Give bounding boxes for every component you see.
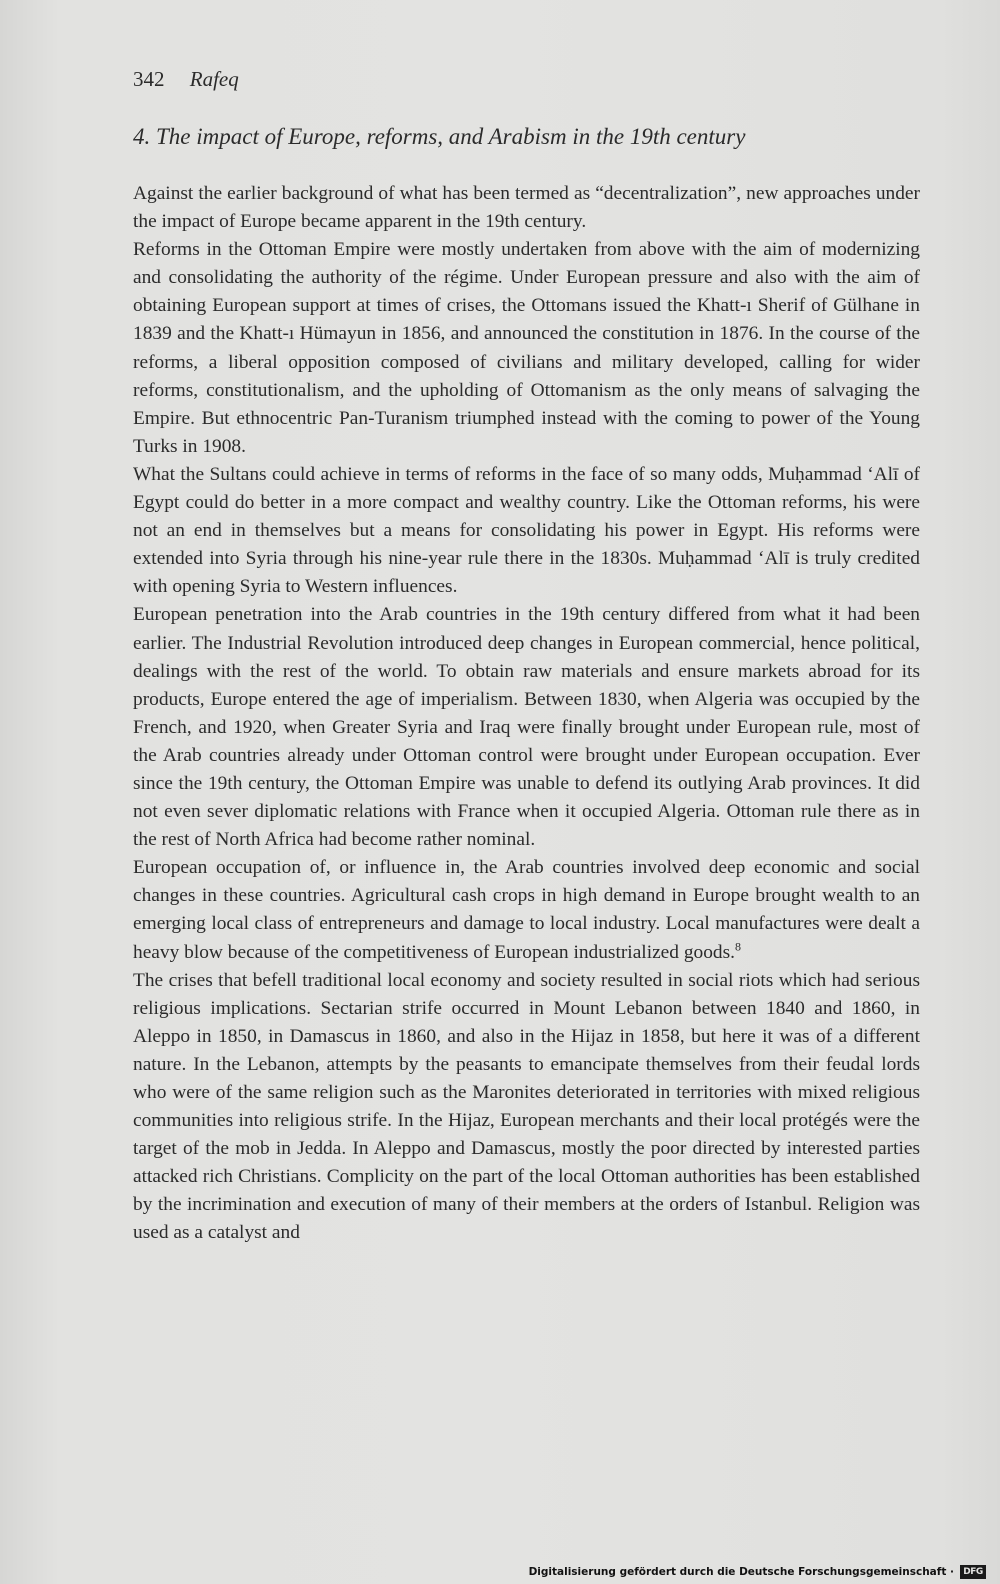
- paragraph-5: [133, 854, 920, 966]
- page-number: 342: [133, 67, 165, 91]
- digitization-credit: Digitalisierung gefördert durch die Deutsche Forschungsgemeinschaft ·: [528, 1566, 954, 1578]
- running-author: Rafeq: [189, 67, 239, 91]
- section-heading: 4. The impact of Europe, reforms, and Arabism in the 19th century: [133, 124, 746, 149]
- paragraph-5-text: European occupation of, or influence in, the Arab countries involved deep economic and social changes in these countries. Agricultural cash crops in high demand in Europe brought wealth to an emerging local class of entrepreneurs and damage to local industry. Local manufactures were dealt a heavy blow because of the competitiveness of European industrialized goods.: [133, 857, 920, 963]
- paragraph-2: Reforms in the Ottoman Empire were mostly undertaken from above with the aim of modernizing and consolidating the authority of the régime. Under European pressure and also with the aim of obtaining European support at times of crises, the Ottomans issued the Khatt-ı Sherif of Gülhane in 1839 and the Khatt-ı Hümayun in 1856, and announced the constitution in 1876. In the course of the reforms, a liberal opposition composed of civilians and military developed, calling for wider reforms, constitutionalism, and the upholding of Ottomanism as the only means of salvaging the Empire. But ethnocentric Pan-Turanism triumphed instead with the coming to power of the Young Turks in 1908.: [133, 239, 920, 457]
- paragraph-3: What the Sultans could achieve in terms of reforms in the face of so many odds, Muḥammad ‘Alī of Egypt could do better in a more compact and wealthy country. Like the Ottoman reforms, his were not an end in themselves but a means for consolidating his power in Egypt. His reforms were extended into Syria through his nine-year rule there in the 1830s. Muḥammad ‘Alī is truly credited with opening Syria to Western influences.: [133, 463, 920, 598]
- running-head: [133, 66, 239, 92]
- paragraph-4: European penetration into the Arab countries in the 19th century differed from what it had been earlier. The Industrial Revolution introduced deep changes in European commercial, hence political, dealings with the rest of the world. To obtain raw materials and ensure markets abroad for its products, Europe entered the age of imperialism. Between 1830, when Algeria was occupied by the French, and 1920, when Greater Syria and Iraq were finally brought under European rule, most of the Arab countries already under Ottoman control were brought under European occupation. Ever since the 19th century, the Ottoman Empire was unable to defend its outlying Arab provinces. It did not even sever diplomatic relations with France when it occupied Algeria. Ottoman rule there as in the rest of North Africa had become rather nominal.: [133, 604, 920, 851]
- paragraph-1: Against the earlier background of what has been termed as “decentralization”, new approaches under the impact of Europe became apparent in the 19th century.: [133, 183, 920, 233]
- footnote-mark-8[interactable]: 8: [735, 939, 742, 954]
- body-text: [133, 180, 920, 1248]
- dfg-logo: DFG: [960, 1565, 986, 1579]
- paragraph-6: The crises that befell traditional local economy and society resulted in social riots which had serious religious implications. Sectarian strife occurred in Mount Lebanon between 1840 and 1860, in Aleppo in 1850, in Damascus in 1860, and also in the Hijaz in 1858, but here it was of a different nature. In the Lebanon, attempts by the peasants to emancipate themselves from their feudal lords who were of the same religion such as the Maronites deteriorated in territories with mixed religious communities into religious strife. In the Hijaz, European merchants and their local protégés were the target of the mob in Jedda. In Aleppo and Damascus, mostly the poor directed by interested parties attacked rich Christians. Complicity on the part of the local Ottoman authorities has been established by the incrimination and execution of many of their members at the orders of Istanbul. Religion was used as a catalyst and: [133, 969, 920, 1244]
